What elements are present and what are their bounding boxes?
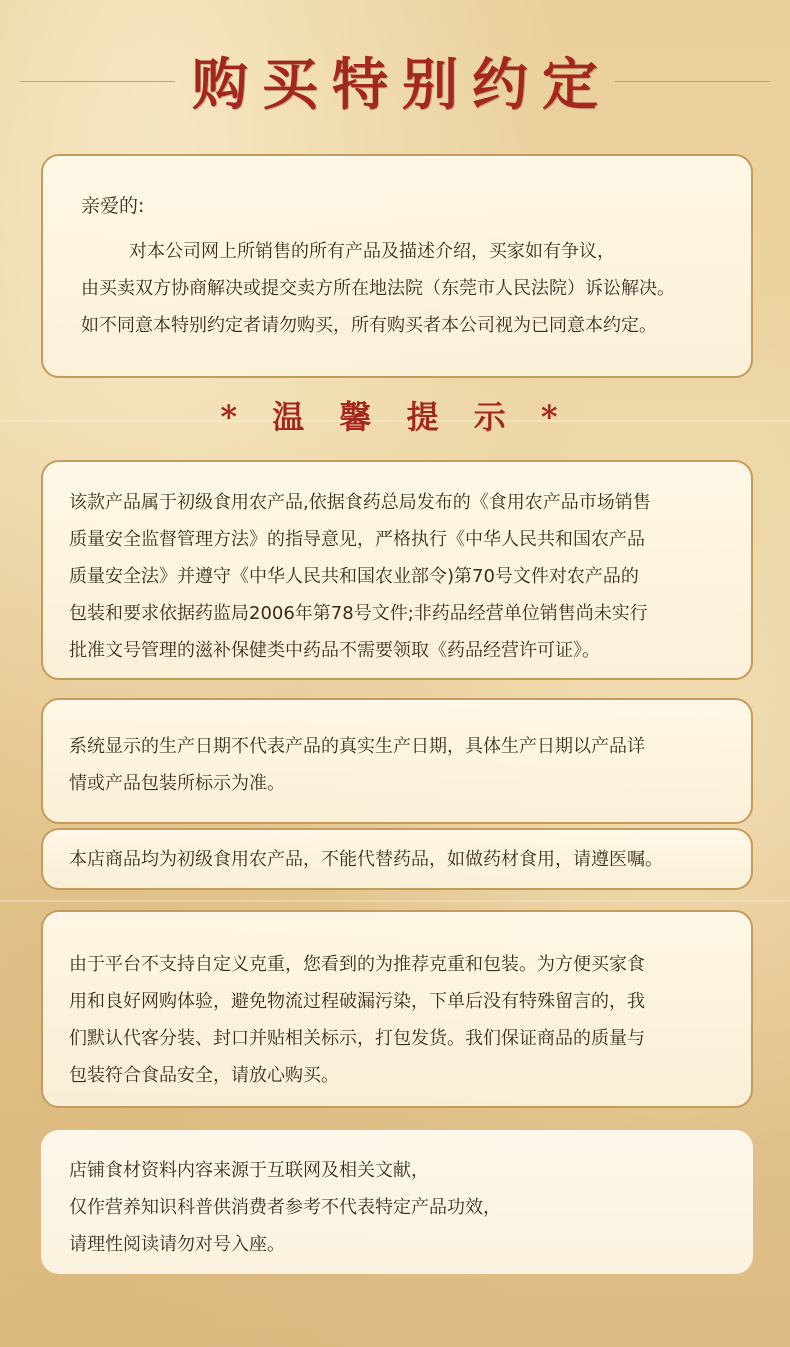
agreement-line: 如不同意本特别约定者请勿购买，所有购买者本公司视为已同意本约定。 xyxy=(81,315,657,336)
notice-line: 系统显示的生产日期不代表产品的真实生产日期，具体生产日期以产品详 xyxy=(69,736,645,757)
tips-title: * 温 馨 提 示 * xyxy=(220,398,570,436)
notice-line: 由于平台不支持自定义克重，您看到的为推荐克重和包装。为方便买家食 xyxy=(69,954,645,975)
notice-line: 包装和要求依据药监局2006年第78号文件;非药品经营单位销售尚未实行 xyxy=(69,603,648,624)
agreement-greeting: 亲爱的: xyxy=(81,195,145,217)
agreement-card xyxy=(41,154,753,378)
notice-line: 请理性阅读请勿对号入座。 xyxy=(69,1234,285,1255)
regulation-notice-card xyxy=(41,460,753,680)
page-title: 购买特别约定 xyxy=(192,52,612,118)
notice-line: 该款产品属于初级食用农产品,依据食药总局发布的《食用农产品市场销售 xyxy=(69,492,651,513)
notice-line: 用和良好网购体验，避免物流过程破漏污染，下单后没有特殊留言的，我 xyxy=(69,991,645,1012)
header-rule-right xyxy=(615,81,770,82)
agreement-line: 由买卖双方协商解决或提交卖方所在地法院（东莞市人民法院）诉讼解决。 xyxy=(81,278,675,299)
header-rule-left xyxy=(20,81,175,82)
agreement-line: 对本公司网上所销售的所有产品及描述介绍，买家如有争议， xyxy=(129,241,615,262)
notice-line: 本店商品均为初级食用农产品，不能代替药品，如做药材食用，请遵医嘱。 xyxy=(69,849,663,870)
production-date-notice-card xyxy=(41,698,753,824)
notice-line: 批准文号管理的滋补保健类中药品不需要领取《药品经营许可证》。 xyxy=(69,640,600,661)
reference-notice-card xyxy=(41,1130,753,1274)
medicine-notice-card xyxy=(41,828,753,890)
page-header xyxy=(0,38,790,124)
notice-line: 情或产品包装所标示为准。 xyxy=(69,773,285,794)
notice-line: 质量安全法》并遵守《中华人民共和国农业部令)第70号文件对农产品的 xyxy=(69,566,639,587)
notice-line: 店铺食材资料内容来源于互联网及相关文献， xyxy=(69,1160,429,1181)
notice-line: 质量安全监督管理方法》的指导意见，严格执行《中华人民共和国农产品 xyxy=(69,529,645,550)
paper-fold xyxy=(0,900,790,902)
packing-notice-card xyxy=(41,910,753,1108)
notice-line: 仅作营养知识科普供消费者参考不代表特定产品功效， xyxy=(69,1197,501,1218)
notice-line: 们默认代客分装、封口并贴相关标示，打包发货。我们保证商品的质量与 xyxy=(69,1028,645,1049)
notice-line: 包装符合食品安全，请放心购买。 xyxy=(69,1065,339,1086)
